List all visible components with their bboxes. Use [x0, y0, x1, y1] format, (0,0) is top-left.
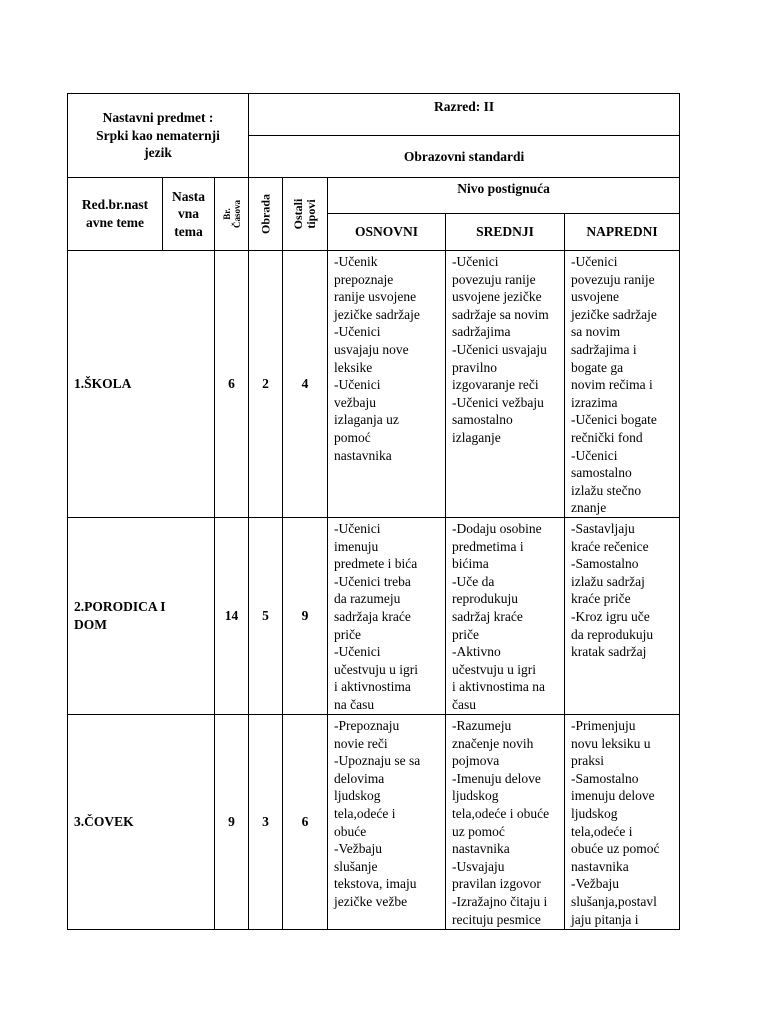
standard-line: značenje novih [452, 735, 534, 751]
standard-line: -Učenici [334, 377, 381, 393]
standard-line: predmete i bića [334, 556, 418, 572]
col-nastavna-line-1: Nasta [172, 188, 205, 204]
col-nastavna-line-2: vna [177, 206, 199, 222]
row-2-obrada: 5 [249, 518, 283, 715]
row-1-srednji [446, 251, 565, 518]
level-osnovni-header: OSNOVNI [328, 214, 446, 251]
row-2-napredni [565, 518, 680, 715]
standard-line: sadržaj kraće [452, 608, 523, 624]
col-red-br-header [68, 178, 163, 251]
standard-line: samostalno [571, 465, 632, 481]
standard-line: recituju pesmice [452, 911, 541, 927]
standard-line: -Sastavljaju [571, 521, 635, 536]
standard-line: jezičke sadržaje [571, 306, 657, 322]
standard-line: izlažu sadržaj [571, 573, 645, 589]
standard-line: -Prepoznaju [334, 718, 400, 733]
standard-line: izlažu stečno [571, 482, 642, 498]
standard-line: -Učenici [571, 447, 618, 463]
row-1-br: 6 [215, 251, 249, 518]
standard-line: pomoć [334, 429, 371, 445]
standard-line: -Učenici vežbaju [452, 394, 544, 410]
standard-line: -Učenici [334, 324, 381, 340]
standard-line: -Učenici [334, 521, 381, 536]
row-1-obrada: 2 [249, 251, 283, 518]
col-ostali-line-2: tipovi [304, 199, 319, 229]
standard-line: kraće rečenice [571, 538, 649, 554]
row-2-tema [68, 518, 215, 715]
col-obrada-header [249, 178, 283, 251]
standard-line: novu leksiku u [571, 735, 651, 751]
standard-line: -Imenuju delove [452, 770, 541, 786]
standard-line: predmetima i [452, 538, 524, 554]
standard-line: slušanja,postavl [571, 893, 657, 909]
row-3-obrada: 3 [249, 715, 283, 930]
standard-line: sadržajima [452, 324, 511, 340]
standard-line: -Učenici usvajaju [452, 341, 547, 357]
table-row [68, 715, 680, 930]
subject-label: Nastavni predmet : [102, 110, 214, 126]
col-nastavna-tema-header [163, 178, 215, 251]
standard-line: samostalno [452, 412, 513, 428]
standard-line: -Učenici treba [334, 573, 411, 589]
standard-line: da razumeju [334, 591, 401, 607]
level-srednji-header: SREDNJI [446, 214, 565, 251]
standard-line: -Aktivno [452, 644, 501, 660]
standard-line: -Učenik [334, 254, 378, 269]
col-red-br-line-2: avne teme [85, 215, 145, 230]
standard-line: na času [334, 696, 375, 712]
standard-line: imenuju delove [571, 788, 655, 804]
row-1-tema: 1.ŠKOLA [68, 251, 215, 518]
standard-line: vežbaju [334, 394, 377, 410]
standard-line: ljudskog [452, 788, 499, 804]
standard-line: kraće priče [571, 591, 631, 607]
row-1-osnovni [328, 251, 446, 518]
standard-line: novie reči [334, 735, 388, 751]
obrazovni-standardi-cell: Obrazovni standardi [249, 136, 680, 178]
standard-line: izlaganje [452, 429, 501, 445]
table-row [68, 518, 680, 715]
standard-line: leksike [334, 359, 373, 375]
row-3-srednji [446, 715, 565, 930]
col-br-casova-header [215, 178, 249, 251]
standard-line: pojmova [452, 753, 500, 769]
row-3-tema: 3.ČOVEK [68, 715, 215, 930]
standard-line: nastavnika [334, 447, 392, 463]
standard-line: -Učenici [452, 254, 499, 269]
standard-line: -Izražajno čitaju i [452, 893, 548, 909]
standard-line: ljudskog [571, 805, 618, 821]
subject-line-1: Srpki kao nematernji [96, 127, 220, 143]
curriculum-table [67, 93, 680, 930]
standard-line: jezičke sadržaje [334, 306, 420, 322]
standard-line: povezuju ranije [571, 271, 655, 287]
standard-line: praksi [571, 753, 605, 769]
standard-line: uz pomoć [452, 823, 505, 839]
subject-line-2: jezik [144, 145, 172, 161]
standard-line: izlaganja uz [334, 412, 399, 428]
col-br-line-1: Br. [221, 208, 232, 220]
nivo-postignuca-cell: Nivo postignuća [328, 178, 680, 214]
standard-line: -Kroz igru uče [571, 608, 650, 624]
standard-line: učestvuju u igri [334, 661, 419, 677]
standard-line: reprodukuju [452, 591, 519, 607]
row-3-ostali: 6 [283, 715, 328, 930]
standard-line: obuće uz pomoć [571, 841, 660, 857]
row-1-ostali: 4 [283, 251, 328, 518]
standard-line: priče [452, 626, 480, 642]
subject-cell [68, 94, 249, 178]
col-red-br-line-1: Red.br.nast [81, 197, 149, 213]
standard-line: da reprodukuju [571, 626, 654, 642]
standard-line: povezuju ranije [452, 271, 536, 287]
standard-line: tekstova, imaju [334, 876, 417, 892]
standard-line: znanje [571, 500, 607, 516]
standard-line: -Vežbaju [571, 876, 620, 892]
standard-line: tela,odeće i obuće [452, 805, 550, 821]
standard-line: bogate ga [571, 359, 624, 375]
row-1-napredni [565, 251, 680, 518]
col-br-line-2: Časova [231, 199, 242, 229]
standard-line: -Učenici [571, 254, 618, 269]
standard-line: -Samostalno [571, 556, 639, 572]
standard-line: prepoznaje [334, 271, 394, 287]
standard-line: sadržaja kraće [334, 608, 411, 624]
standard-line: -Vežbaju [334, 841, 383, 857]
standard-line: sadržajima i [571, 341, 637, 357]
razred-cell: Razred: II [249, 94, 680, 136]
standard-line: sa novim [571, 324, 621, 340]
standard-line: izrazima [571, 394, 618, 410]
row-2-br: 14 [215, 518, 249, 715]
table-row [68, 251, 680, 518]
row-2-tema-line-1: 2.PORODICA I [74, 599, 166, 615]
row-2-ostali: 9 [283, 518, 328, 715]
standard-line: priče [334, 626, 362, 642]
row-3-napredni [565, 715, 680, 930]
col-ostali-line-1: Ostali [291, 198, 306, 230]
standard-line: rečnički fond [571, 429, 643, 445]
standard-line: i aktivnostima [334, 679, 411, 695]
standard-line: ranije usvojene [334, 289, 417, 305]
standard-line: novim rečima i [571, 377, 653, 393]
standard-line: bićima [452, 556, 489, 572]
standard-line: sadržaje sa novim [452, 306, 549, 322]
row-3-osnovni [328, 715, 446, 930]
standard-line: i aktivnostima na [452, 679, 546, 695]
standard-line: tela,odeće i [571, 823, 633, 839]
standard-line: pravilan izgovor [452, 876, 541, 892]
standard-line: -Samostalno [571, 770, 639, 786]
standard-line: -Razumeju [452, 718, 512, 733]
standard-line: nastavnika [452, 841, 510, 857]
col-ostali-header [283, 178, 328, 251]
col-nastavna-line-3: tema [174, 223, 203, 239]
standard-line: -Učenici bogate [571, 412, 657, 428]
level-napredni-header: NAPREDNI [565, 214, 680, 251]
standard-line: kratak sadržaj [571, 644, 647, 660]
col-obrada-label: Obrada [258, 193, 273, 235]
standard-line: imenuju [334, 538, 379, 554]
row-2-tema-line-2: DOM [74, 617, 107, 632]
standard-line: pravilno [452, 359, 498, 375]
standard-line: jaju pitanja i [571, 911, 639, 927]
standard-line: -Uče da [452, 573, 495, 589]
standard-line: učestvuju u igri [452, 661, 537, 677]
row-3-br: 9 [215, 715, 249, 930]
standard-line: ljudskog [334, 788, 381, 804]
standard-line: usvajaju nove [334, 341, 409, 357]
standard-line: usvojene [571, 289, 620, 305]
standard-line: izgovaranje reči [452, 377, 539, 393]
standard-line: -Dodaju osobine [452, 521, 542, 536]
standard-line: -Učenici [334, 644, 381, 660]
standard-line: jezičke vežbe [334, 893, 408, 909]
standard-line: -Usvajaju [452, 858, 505, 874]
standard-line: času [452, 696, 477, 712]
standard-line: delovima [334, 770, 385, 786]
standard-line: -Upoznaju se sa [334, 753, 421, 769]
standard-line: -Primenjuju [571, 718, 636, 733]
standard-line: tela,odeće i [334, 805, 396, 821]
standard-line: usvojene jezičke [452, 289, 542, 305]
row-2-srednji [446, 518, 565, 715]
standard-line: nastavnika [571, 858, 629, 874]
standard-line: slušanje [334, 858, 378, 874]
row-2-osnovni [328, 518, 446, 715]
standard-line: obuće [334, 823, 367, 839]
